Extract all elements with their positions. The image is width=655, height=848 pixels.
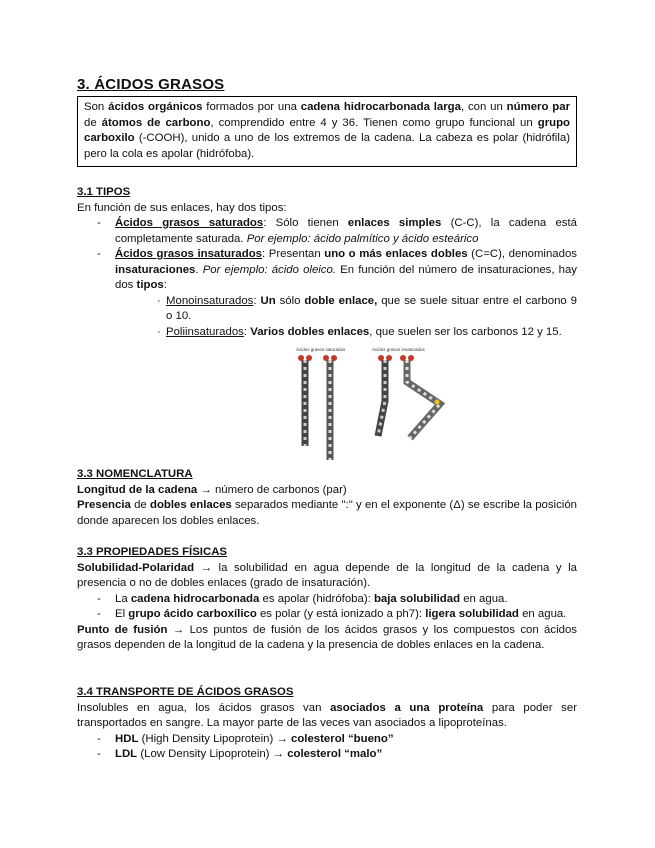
text: , comprendido entre 4 y 36. Tienen como grupo funcional un — [210, 116, 538, 129]
text-bold: tipos — [136, 279, 164, 291]
unsaturated-chain-2 — [400, 355, 440, 438]
fusion-text — [77, 623, 577, 654]
text: → la solubilidad en agua depende de la longitud de la cadena y la presencia o no de dobles enlaces (grado de insaturación). — [77, 561, 577, 589]
text: es polar (y está ionizado a ph7): — [256, 608, 426, 620]
text-bold: colesterol “bueno” — [291, 732, 394, 745]
text: en agua. — [518, 608, 567, 620]
caption-saturated: Ácidos grasos saturados — [296, 347, 346, 352]
propiedades-list — [77, 592, 577, 623]
fatty-acids-figure — [290, 346, 450, 468]
section-transporte — [77, 685, 577, 763]
text-bold: Varios dobles enlaces — [250, 325, 370, 338]
text-bold: HDL — [115, 732, 139, 745]
text: de — [84, 116, 102, 129]
molecule-illustration — [290, 346, 450, 468]
term-mono: Monoinsaturados — [166, 294, 254, 307]
text: El — [115, 608, 129, 620]
text: para poder ser transportados en sangre. La mayor parte de las veces van asociados a lipoproteínas. — [77, 701, 577, 729]
text-bold: colesterol “malo” — [287, 748, 383, 760]
tipos-lead: En función de sus enlaces, hay dos tipos: — [77, 201, 287, 214]
term-saturados: Ácidos grasos saturados — [115, 217, 264, 229]
text: formados por una — [202, 101, 301, 113]
page-title: 3. ÁCIDOS GRASOS — [77, 76, 225, 93]
text: . — [195, 263, 203, 276]
example: Por ejemplo: ácido oleico. — [202, 263, 337, 276]
section-propiedades — [77, 545, 577, 654]
example: Por ejemplo: ácido palmítico y ácido esteárico — [246, 232, 479, 245]
text-bold: ligera solubilidad — [425, 608, 519, 620]
heading-propiedades: 3.3 PROPIEDADES FÍSICAS — [77, 546, 228, 558]
text-bold: cadena hidrocarbonada — [130, 592, 260, 605]
text-bold: número par — [506, 101, 570, 113]
text-bold: LDL — [115, 748, 138, 760]
text: : — [243, 325, 251, 338]
text-bold: baja solubilidad — [373, 592, 461, 605]
text-bold: grupo carboxilo — [84, 116, 570, 144]
solubilidad-text — [77, 561, 577, 592]
text-bold: enlaces simples — [347, 217, 442, 229]
text: (High Density Lipoprotein) → — [138, 732, 291, 745]
text: En función del número de insaturaciones, hay dos — [115, 263, 577, 291]
list-item-grupo — [77, 607, 577, 623]
text-bold: grupo ácido carboxílico — [128, 608, 257, 620]
text: Son — [84, 101, 109, 113]
text-bold: Solubilidad-Polaridad — [77, 561, 195, 574]
text: es apolar (hidrófoba): — [259, 592, 374, 605]
section-nomenclatura — [77, 467, 577, 529]
nomenclatura-line-1 — [77, 483, 577, 499]
section-title — [77, 77, 577, 93]
unsaturated-chain-1 — [378, 355, 392, 436]
saturated-chain-2 — [323, 355, 337, 460]
text-bold: dobles enlaces — [149, 499, 232, 511]
text-bold: insaturaciones — [115, 263, 196, 276]
text-bold: uno o más enlaces dobles — [324, 248, 468, 260]
caption-unsaturated: Ácidos grasos insaturados — [372, 347, 425, 352]
text-bold: Presencia — [77, 499, 131, 511]
sub-item-poli — [77, 325, 577, 341]
text: : Sólo tienen — [263, 217, 348, 229]
section-tipos — [77, 185, 577, 340]
text-bold: cadena hidrocarbonada larga — [300, 101, 461, 113]
text-bold: doble enlace, — [304, 294, 378, 307]
text: (C=C), denominados — [467, 248, 577, 260]
text: que se suele situar entre el carbono 9 o 10. — [166, 294, 577, 322]
tipos-list — [77, 216, 577, 294]
text: : — [253, 294, 261, 307]
text: (Low Density Lipoprotein) → — [137, 748, 288, 760]
text: → Los puntos de fusión de los ácidos grasos y los compuestos con ácidos grasos dependen de la longitud de la cadena y la presencia de dobles enlaces en la cadena. — [77, 623, 577, 651]
text: → número de carbonos (par) — [197, 483, 347, 496]
text-bold: Un — [260, 294, 276, 307]
text-bold: asociados a una proteína — [330, 701, 484, 714]
text-bold: Punto de fusión — [77, 623, 168, 636]
list-item-ldl — [77, 747, 577, 763]
text: en agua. — [460, 592, 508, 605]
text: sólo — [275, 294, 305, 307]
text: (C-C), la cadena está completamente saturada. — [115, 217, 577, 245]
text: , con un — [460, 101, 507, 113]
nomenclatura-line-2 — [77, 498, 577, 529]
text: La — [115, 592, 131, 605]
text: , que suelen ser los carbonos 12 y 15. — [369, 325, 562, 338]
transporte-text — [77, 701, 577, 732]
list-item-insaturados — [77, 247, 577, 294]
text: separados mediante ":" y en el exponente (Δ) se escribe la posición donde aparecen los dobles enlaces. — [77, 499, 577, 527]
heading-tipos: 3.1 TIPOS — [77, 186, 131, 198]
saturated-chain-1 — [298, 355, 312, 446]
list-item-cadena — [77, 592, 577, 608]
term-poli: Poliinsaturados — [166, 325, 244, 338]
text: : Presentan — [262, 248, 325, 260]
text-bold: átomos de carbono — [101, 116, 211, 129]
list-item-hdl — [77, 732, 577, 748]
term-insaturados: Ácidos grasos insaturados — [115, 248, 263, 260]
transporte-list — [77, 732, 577, 763]
bullet-dot: · — [157, 294, 161, 307]
text: de — [130, 499, 150, 511]
bullet-dot: · — [157, 325, 161, 338]
heading-nomenclatura: 3.3 NOMENCLATURA — [77, 468, 193, 480]
text-bold: ácidos orgánicos — [108, 101, 203, 113]
list-item-saturados — [77, 216, 577, 247]
text: Insolubles en agua, los ácidos grasos van — [77, 701, 331, 714]
text: : — [163, 279, 167, 291]
sub-item-mono — [77, 294, 577, 325]
text-bold: Longitud de la cadena — [77, 483, 198, 496]
heading-transporte: 3.4 TRANSPORTE DE ÁCIDOS GRASOS — [77, 686, 294, 698]
text: (-COOH), unido a uno de los extremos de la cadena. La cabeza es polar (hidrófila) pero la cola es apolar (hidrófoba). — [84, 132, 570, 160]
intro-box — [77, 96, 577, 167]
